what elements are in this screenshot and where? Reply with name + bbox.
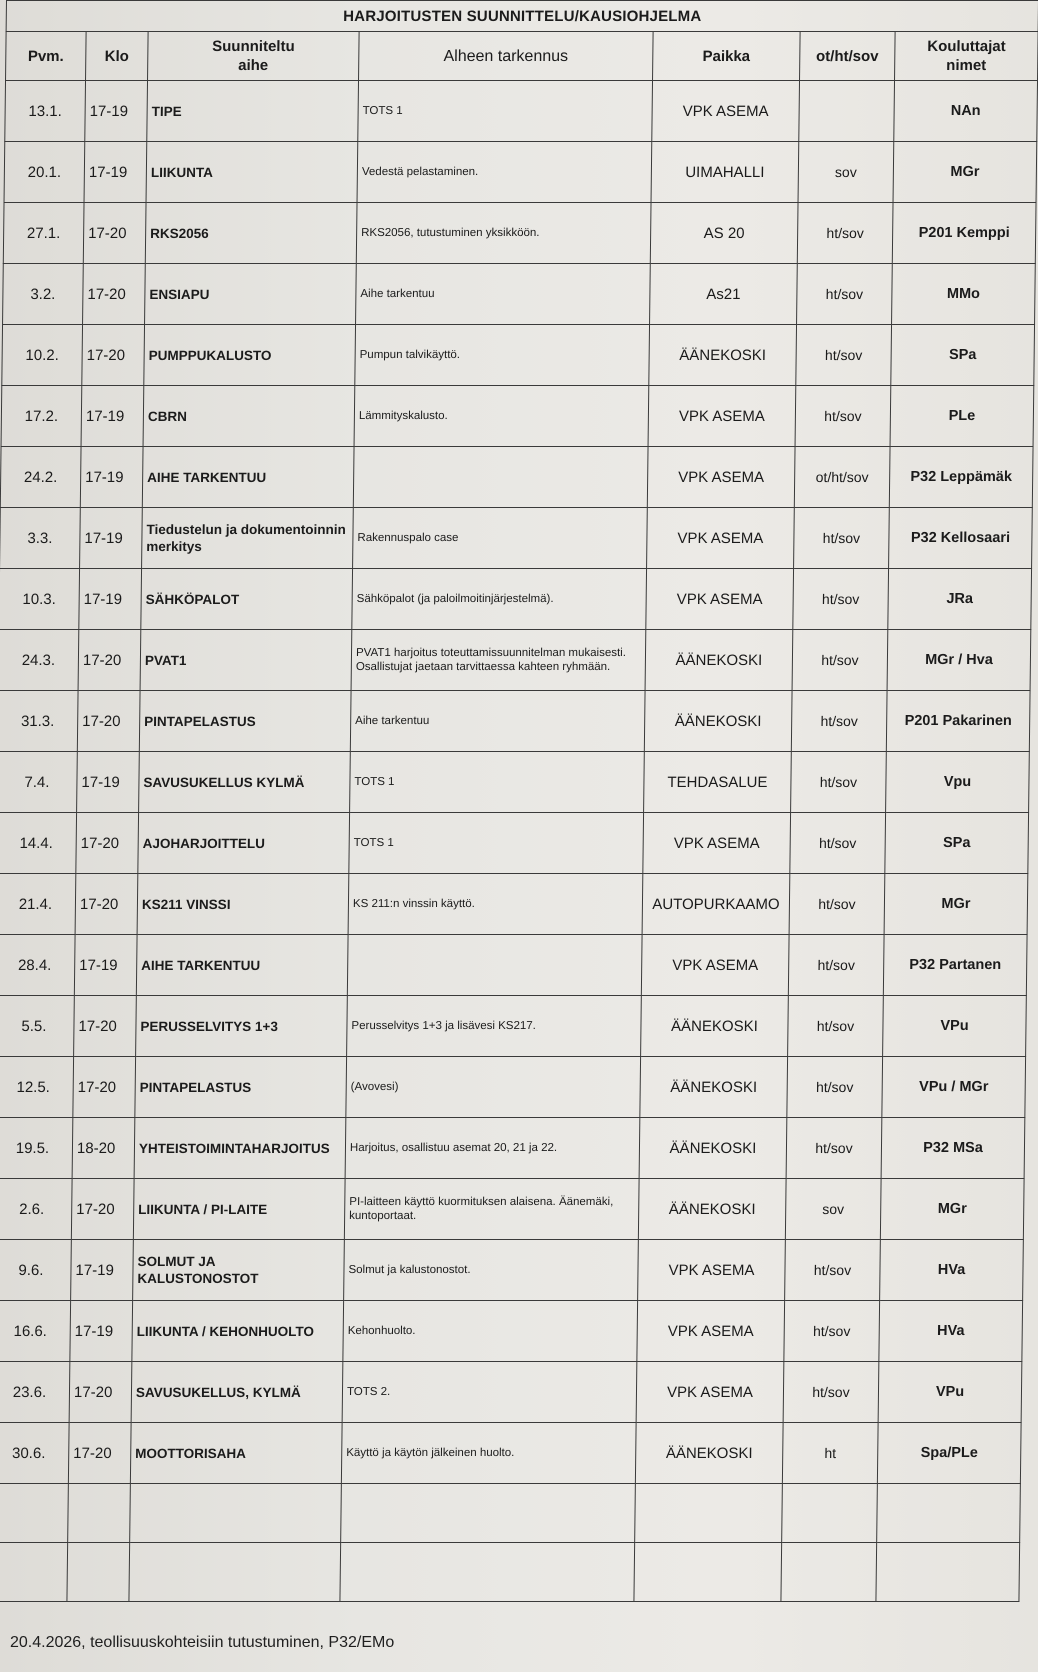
empty-cell	[130, 1484, 342, 1543]
date-cell: 10.3.	[0, 569, 80, 630]
type-cell: ht/sov	[797, 264, 893, 325]
type-cell: ht/sov	[783, 1362, 879, 1423]
trainer-cell: JRa	[888, 569, 1032, 630]
place-cell: VPK ASEMA	[638, 1240, 786, 1301]
type-cell: sov	[785, 1179, 881, 1240]
date-cell: 16.6.	[0, 1301, 71, 1362]
date-cell: 23.6.	[0, 1362, 70, 1423]
time-cell: 17-19	[77, 752, 140, 813]
time-cell: 17-19	[74, 935, 137, 996]
time-cell: 17-20	[73, 1057, 136, 1118]
time-cell: 17-20	[78, 630, 141, 691]
detail-cell	[353, 447, 648, 508]
footnote: 20.4.2026, teollisuuskohteisiin tutustuminen, P32/EMo	[10, 1634, 395, 1651]
place-cell: As21	[650, 264, 798, 325]
trainer-cell: P32 Leppämäk	[889, 447, 1033, 508]
header-topic	[148, 32, 360, 81]
detail-cell: Perusselvitys 1+3 ja lisävesi KS217.	[347, 996, 642, 1057]
detail-cell: Aihe tarkentuu	[350, 691, 645, 752]
header-date: Pvm.	[6, 32, 87, 81]
trainer-cell: P201 Pakarinen	[886, 691, 1030, 752]
header-topic-line1: Suunniteltu	[212, 38, 295, 55]
detail-cell: KS 211:n vinssin käyttö.	[348, 874, 643, 935]
date-cell: 21.4.	[0, 874, 76, 935]
table-row	[0, 1362, 1022, 1423]
empty-cell	[634, 1543, 782, 1602]
time-cell: 17-20	[69, 1362, 132, 1423]
detail-cell: Solmut ja kalustonostot.	[344, 1240, 639, 1301]
table-row	[0, 630, 1031, 691]
place-cell: VPK ASEMA	[636, 1362, 784, 1423]
empty-cell	[877, 1484, 1021, 1543]
type-cell: ht/sov	[791, 691, 887, 752]
detail-cell: TOTS 1	[358, 81, 653, 142]
date-cell: 24.3.	[0, 630, 79, 691]
table-row	[0, 1179, 1024, 1240]
topic-cell: SÄHKÖPALOT	[141, 569, 353, 630]
time-cell: 17-20	[83, 203, 146, 264]
date-cell: 9.6.	[0, 1240, 71, 1301]
trainer-cell: PLe	[890, 386, 1034, 447]
time-cell: 17-19	[80, 447, 143, 508]
date-cell: 5.5.	[0, 996, 74, 1057]
place-cell: VPK ASEMA	[647, 508, 795, 569]
place-cell: ÄÄNEKOSKI	[645, 630, 793, 691]
header-detail: Alheen tarkennus	[359, 32, 654, 81]
place-cell: VPK ASEMA	[641, 935, 789, 996]
type-cell: ht/sov	[794, 508, 890, 569]
time-cell: 17-20	[82, 325, 145, 386]
table-row	[0, 508, 1032, 569]
trainer-cell: VPu	[883, 996, 1027, 1057]
detail-cell: RKS2056, tutustuminen yksikköön.	[356, 203, 651, 264]
place-cell: ÄÄNEKOSKI	[638, 1179, 786, 1240]
header-time: Klo	[86, 32, 149, 81]
empty-cell	[781, 1543, 877, 1602]
time-cell: 17-19	[80, 508, 143, 569]
table-row	[3, 203, 1036, 264]
trainer-cell: HVa	[879, 1301, 1023, 1362]
time-cell: 17-20	[76, 813, 139, 874]
place-cell: VPK ASEMA	[647, 447, 795, 508]
trainer-cell: NAn	[894, 81, 1038, 142]
table-row	[5, 81, 1038, 142]
time-cell: 17-20	[77, 691, 140, 752]
table-row	[0, 1057, 1026, 1118]
date-cell: 12.5.	[0, 1057, 74, 1118]
date-cell: 10.2.	[2, 325, 83, 386]
date-cell: 19.5.	[0, 1118, 73, 1179]
place-cell: TEHDASALUE	[644, 752, 792, 813]
empty-cell	[782, 1484, 878, 1543]
detail-cell: Lämmityskalusto.	[354, 386, 649, 447]
topic-cell: Tiedustelun ja dokumentoinnin merkitys	[142, 508, 354, 569]
detail-cell: PVAT1 harjoitus toteuttamissuunnitelman mukaisesti. Osallistujat jaetaan tarvittaessa kahteen ryhmään.	[351, 630, 646, 691]
detail-cell: Harjoitus, osallistuu asemat 20, 21 ja 22.	[345, 1118, 640, 1179]
trainer-cell: VPu / MGr	[882, 1057, 1026, 1118]
date-cell: 17.2.	[1, 386, 82, 447]
time-cell: 17-20	[74, 996, 137, 1057]
place-cell: AUTOPURKAAMO	[642, 874, 790, 935]
detail-cell: Pumpun talvikäyttö.	[355, 325, 650, 386]
trainer-cell: Vpu	[886, 752, 1030, 813]
time-cell: 17-19	[85, 81, 148, 142]
place-cell: ÄÄNEKOSKI	[641, 996, 789, 1057]
time-cell: 17-19	[81, 386, 144, 447]
date-cell: 27.1.	[3, 203, 84, 264]
topic-cell: SOLMUT JA KALUSTONOSTOT	[133, 1240, 345, 1301]
place-cell: ÄÄNEKOSKI	[644, 691, 792, 752]
trainer-cell: Spa/PLe	[877, 1423, 1021, 1484]
schedule-body	[0, 81, 1038, 1602]
empty-cell	[341, 1484, 636, 1543]
date-cell: 31.3.	[0, 691, 78, 752]
table-row	[1, 386, 1034, 447]
topic-cell: SAVUSUKELLUS KYLMÄ	[139, 752, 351, 813]
topic-cell: AIHE TARKENTUU	[136, 935, 348, 996]
table-row	[0, 752, 1029, 813]
detail-cell: Aihe tarkentuu	[356, 264, 651, 325]
detail-cell: Käyttö ja käytön jälkeinen huolto.	[341, 1423, 636, 1484]
topic-cell: RKS2056	[145, 203, 357, 264]
detail-cell: Sähköpalot (ja paloilmoitinjärjestelmä).	[352, 569, 647, 630]
trainer-cell: HVa	[880, 1240, 1024, 1301]
place-cell: VPK ASEMA	[646, 569, 794, 630]
table-row	[0, 1301, 1023, 1362]
type-cell: ht/sov	[796, 325, 892, 386]
place-cell: UIMAHALLI	[651, 142, 799, 203]
type-cell: ht/sov	[797, 203, 893, 264]
empty-cell	[0, 1484, 68, 1543]
table-row	[0, 813, 1029, 874]
place-cell: VPK ASEMA	[652, 81, 800, 142]
place-cell: VPK ASEMA	[648, 386, 796, 447]
header-row	[6, 32, 1038, 81]
empty-cell	[0, 1543, 68, 1602]
place-cell: VPK ASEMA	[643, 813, 791, 874]
place-cell: AS 20	[650, 203, 798, 264]
empty-cell	[67, 1543, 130, 1602]
time-cell: 17-19	[70, 1301, 133, 1362]
topic-cell: SAVUSUKELLUS, KYLMÄ	[131, 1362, 343, 1423]
type-cell: ht/sov	[790, 813, 886, 874]
topic-cell: PVAT1	[140, 630, 352, 691]
table-row	[0, 1118, 1025, 1179]
trainer-cell: VPu	[878, 1362, 1022, 1423]
topic-cell: PERUSSELVITYS 1+3	[136, 996, 348, 1057]
type-cell: ot/ht/sov	[794, 447, 890, 508]
date-cell: 2.6.	[0, 1179, 72, 1240]
trainer-cell: P32 Kellosaari	[889, 508, 1033, 569]
table-row	[0, 691, 1030, 752]
type-cell: ht/sov	[786, 1118, 882, 1179]
detail-cell: PI-laitteen käyttö kuormituksen alaisena. Äänemäki, kuntoportaat.	[344, 1179, 639, 1240]
detail-cell: TOTS 2.	[342, 1362, 637, 1423]
table-row	[0, 1240, 1023, 1301]
detail-cell: TOTS 1	[349, 813, 644, 874]
place-cell: ÄÄNEKOSKI	[635, 1423, 783, 1484]
trainer-cell: MGr / Hva	[887, 630, 1031, 691]
date-cell: 3.3.	[0, 508, 80, 569]
table-row	[0, 874, 1028, 935]
empty-row	[0, 1484, 1020, 1543]
document-title: HARJOITUSTEN SUUNNITTELU/KAUSIOHJELMA	[6, 1, 1038, 32]
empty-cell	[635, 1484, 783, 1543]
topic-cell: AIHE TARKENTUU	[142, 447, 354, 508]
topic-cell: LIIKUNTA / KEHONHUOLTO	[132, 1301, 344, 1362]
topic-cell: ENSIAPU	[145, 264, 357, 325]
date-cell: 30.6.	[0, 1423, 69, 1484]
topic-cell: PINTAPELASTUS	[135, 1057, 347, 1118]
trainer-cell: P32 Partanen	[883, 935, 1027, 996]
header-trainers	[895, 32, 1038, 81]
time-cell: 18-20	[72, 1118, 135, 1179]
header-trainers-line2: nimet	[946, 57, 987, 74]
topic-cell: AJOHARJOITTELU	[138, 813, 350, 874]
type-cell: ht/sov	[788, 935, 884, 996]
detail-cell: TOTS 1	[350, 752, 645, 813]
topic-cell: CBRN	[143, 386, 355, 447]
topic-cell: MOOTTORISAHA	[130, 1423, 342, 1484]
header-place: Paikka	[653, 32, 801, 81]
table-row	[4, 142, 1037, 203]
table-row	[0, 569, 1032, 630]
trainer-cell: SPa	[885, 813, 1029, 874]
trainer-cell: P201 Kemppi	[892, 203, 1036, 264]
time-cell: 17-19	[71, 1240, 134, 1301]
trainer-cell: MMo	[892, 264, 1036, 325]
time-cell: 17-20	[68, 1423, 131, 1484]
trainer-cell: MGr	[880, 1179, 1024, 1240]
header-trainers-line1: Kouluttajat	[927, 38, 1006, 55]
date-cell: 24.2.	[0, 447, 81, 508]
date-cell: 20.1.	[4, 142, 85, 203]
type-cell: ht/sov	[791, 752, 887, 813]
empty-cell	[68, 1484, 131, 1543]
topic-cell: TIPE	[147, 81, 359, 142]
time-cell: 17-20	[71, 1179, 134, 1240]
trainer-cell: P32 MSa	[881, 1118, 1025, 1179]
topic-cell: KS211 VINSSI	[137, 874, 349, 935]
time-cell: 17-19	[79, 569, 142, 630]
type-cell: ht/sov	[785, 1240, 881, 1301]
place-cell: VPK ASEMA	[637, 1301, 785, 1362]
empty-cell	[876, 1543, 1020, 1602]
empty-cell	[129, 1543, 341, 1602]
empty-row	[0, 1543, 1020, 1602]
time-cell: 17-20	[83, 264, 146, 325]
date-cell: 3.2.	[3, 264, 84, 325]
header-topic-line2: aihe	[238, 57, 269, 74]
date-cell: 13.1.	[5, 81, 86, 142]
trainer-cell: SPa	[891, 325, 1035, 386]
topic-cell: LIIKUNTA / PI-LAITE	[133, 1179, 345, 1240]
table-row	[0, 935, 1027, 996]
date-cell: 14.4.	[0, 813, 77, 874]
detail-cell	[347, 935, 642, 996]
time-cell: 17-20	[75, 874, 138, 935]
trainer-cell: MGr	[893, 142, 1037, 203]
detail-cell: Kehonhuolto.	[343, 1301, 638, 1362]
detail-cell: (Avovesi)	[346, 1057, 641, 1118]
topic-cell: YHTEISTOIMINTAHARJOITUS	[134, 1118, 346, 1179]
type-cell: ht/sov	[788, 996, 884, 1057]
table-row	[2, 325, 1035, 386]
empty-cell	[340, 1543, 635, 1602]
table-row	[3, 264, 1036, 325]
date-cell: 28.4.	[0, 935, 75, 996]
type-cell: ht/sov	[789, 874, 885, 935]
trainer-cell: MGr	[884, 874, 1028, 935]
detail-cell: Rakennuspalo case	[353, 508, 648, 569]
type-cell: ht/sov	[787, 1057, 883, 1118]
time-cell: 17-19	[84, 142, 147, 203]
topic-cell: PINTAPELASTUS	[139, 691, 351, 752]
date-cell: 7.4.	[0, 752, 77, 813]
table-row	[0, 1423, 1021, 1484]
place-cell: ÄÄNEKOSKI	[640, 1057, 788, 1118]
type-cell: ht/sov	[792, 630, 888, 691]
table-row	[0, 447, 1033, 508]
place-cell: ÄÄNEKOSKI	[649, 325, 797, 386]
detail-cell: Vedestä pelastaminen.	[357, 142, 652, 203]
type-cell: ht/sov	[793, 569, 889, 630]
header-type: ot/ht/sov	[800, 32, 896, 81]
type-cell: ht/sov	[784, 1301, 880, 1362]
table-row	[0, 996, 1026, 1057]
place-cell: ÄÄNEKOSKI	[639, 1118, 787, 1179]
type-cell: ht/sov	[795, 386, 891, 447]
type-cell: sov	[798, 142, 894, 203]
type-cell: ht	[782, 1423, 878, 1484]
topic-cell: LIIKUNTA	[146, 142, 358, 203]
topic-cell: PUMPPUKALUSTO	[144, 325, 356, 386]
type-cell	[799, 81, 895, 142]
